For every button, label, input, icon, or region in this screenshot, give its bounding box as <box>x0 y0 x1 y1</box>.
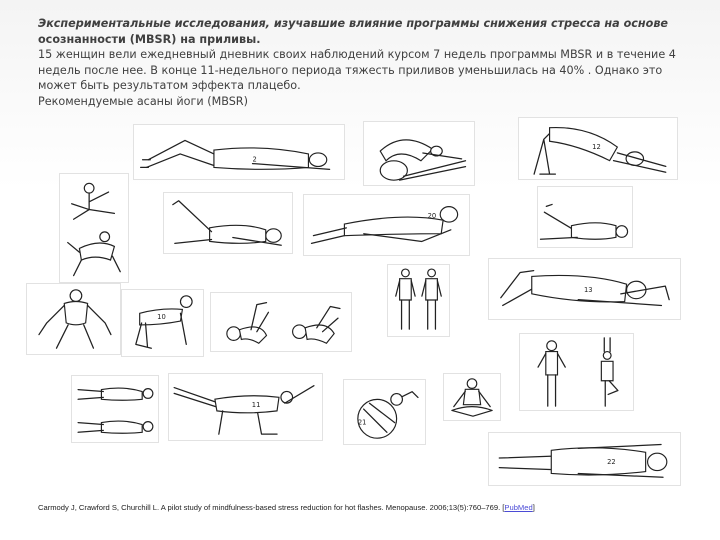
body-line-1: 15 женщин вели ежедневный дневник своих наблюдений курсом 7 недель программы MBSR и в течение 4 <box>38 48 676 62</box>
figure-number-21: 21 <box>357 418 367 427</box>
figure-number-10: 10 <box>157 313 166 322</box>
yoga-figure-cat-pose <box>121 289 204 357</box>
body-line-2: недель после нее. В конце 11-недельного периода тяжесть приливов уменьшилась на 40% . Однако это <box>38 63 663 77</box>
pubmed-link[interactable]: PubMed <box>504 503 533 512</box>
yoga-figure-meditation <box>443 373 501 421</box>
citation <box>38 503 678 512</box>
yoga-figure-bridge-pose <box>518 117 678 180</box>
yoga-figure-tree-pose <box>519 333 634 411</box>
yoga-figure-seated-twist-pair <box>59 173 129 283</box>
yoga-figure-prone-lying <box>303 194 470 256</box>
figure-number-22: 22 <box>607 457 616 466</box>
yoga-figure-seated-forward-bend <box>363 121 475 186</box>
citation-text: Carmody J, Crawford S, Churchill L. A pilot study of mindfulness-based stress reduction for hot flashes. Menopause. 2006;13(5):760–769. [ <box>38 503 505 512</box>
yoga-figure-bird-dog <box>168 373 323 441</box>
citation-end: ] <box>532 503 535 512</box>
figure-number-11: 11 <box>251 401 261 409</box>
title-line-1: Экспериментальные исследования, изучавшие влияние программы снижения стресса на основе <box>38 17 669 30</box>
yoga-figure-leg-raise <box>163 192 293 254</box>
yoga-figure-side-lying <box>488 258 681 320</box>
yoga-figure-lying-pair <box>71 375 159 443</box>
yoga-figure-supine-twist <box>343 379 426 445</box>
figure-number-2: 2 <box>252 155 257 164</box>
yoga-figure-corpse-pose <box>488 432 681 486</box>
figure-number-12: 12 <box>592 142 601 151</box>
figure-number-20: 20 <box>427 212 437 221</box>
yoga-figure-standing-pair <box>387 264 450 337</box>
title-line-2: осознанности (MBSR) на приливы. <box>38 32 261 46</box>
yoga-figure-knees-to-chest <box>210 292 352 352</box>
body-line-3: может быть результатом эффекта плацебо. <box>38 79 301 93</box>
yoga-figure-lying-knees-bent <box>133 124 345 180</box>
text-block <box>38 16 698 110</box>
yoga-figure-supine-leg-raise <box>537 186 633 248</box>
body-line-4: Рекомендуемые асаны йоги (MBSR) <box>38 94 248 108</box>
yoga-figure-all-fours-front <box>26 283 121 355</box>
figure-number-13: 13 <box>584 285 593 294</box>
